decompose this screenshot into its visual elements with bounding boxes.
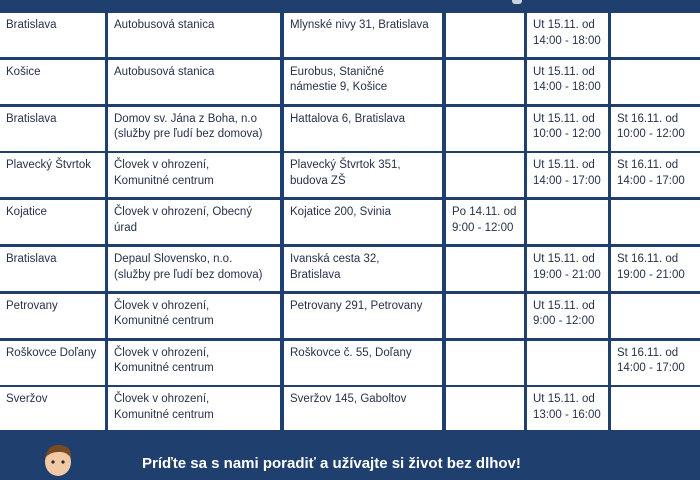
tuesday-cell-line: 14:00 - 17:00	[533, 174, 601, 187]
organization-cell-line: Človek v ohrození,	[114, 346, 210, 359]
tuesday-cell-line: 10:00 - 12:00	[533, 128, 601, 141]
address-cell-line: Roškovce č. 55, Doľany	[290, 346, 412, 359]
header-strip	[527, 0, 608, 11]
address-cell	[284, 341, 442, 385]
city-cell	[0, 247, 105, 291]
tuesday-cell	[527, 153, 608, 197]
tuesday-cell	[527, 294, 608, 338]
address-cell	[284, 153, 442, 197]
organization-cell	[108, 60, 280, 104]
organization-cell-line: Komunitné centrum	[114, 174, 214, 187]
city-cell-line: Bratislava	[6, 253, 57, 265]
wednesday-cell-line: 19:00 - 21:00	[617, 268, 685, 281]
monday-cell	[446, 153, 524, 197]
city-cell-line: Košice	[6, 65, 41, 78]
city-cell	[0, 294, 105, 338]
wednesday-cell-line: St 16.11. od	[617, 112, 679, 125]
tuesday-cell-line: 19:00 - 21:00	[533, 268, 601, 281]
tuesday-cell-line: Ut 15.11. od	[533, 253, 595, 265]
wednesday-cell	[611, 13, 700, 57]
city-cell-line: Kojatice	[6, 206, 47, 219]
organization-cell-line: Človek v ohrození,	[114, 393, 210, 406]
city-cell	[0, 341, 105, 385]
organization-cell-line: Človek v ohrození,	[114, 159, 210, 172]
tuesday-cell-line: 9:00 - 12:00	[533, 315, 595, 328]
tuesday-cell	[527, 387, 608, 431]
wednesday-cell	[611, 341, 700, 385]
city-cell	[0, 13, 105, 57]
monday-cell	[446, 200, 524, 244]
city-cell	[0, 107, 105, 151]
organization-cell	[108, 107, 280, 151]
tuesday-cell-line: Ut 15.11. od	[533, 299, 595, 312]
tuesday-cell-line: Ut 15.11. od	[533, 112, 595, 125]
city-cell	[0, 153, 105, 197]
address-cell-line: Plavecký Štvrtok 351,	[290, 159, 401, 172]
tuesday-cell-line: Ut 15.11. od	[533, 159, 595, 172]
tuesday-cell-line: 14:00 - 18:00	[533, 81, 601, 94]
address-cell	[284, 200, 442, 244]
monday-cell-line: Po 14.11. od	[452, 206, 517, 219]
organization-cell-line: Autobusová stanica	[114, 19, 215, 31]
city-cell	[0, 200, 105, 244]
tuesday-cell	[527, 200, 608, 244]
wednesday-cell	[611, 60, 700, 104]
wednesday-cell	[611, 153, 700, 197]
city-cell	[0, 387, 105, 431]
tuesday-cell-line: Ut 15.11. od	[533, 393, 595, 406]
wednesday-cell	[611, 200, 700, 244]
tuesday-cell-line: 14:00 - 18:00	[533, 34, 601, 47]
wednesday-cell-line: 10:00 - 12:00	[617, 128, 685, 141]
address-cell-line: Petrovany 291, Petrovany	[290, 299, 423, 312]
address-cell-line: Kojatice 200, Svinia	[290, 206, 392, 219]
wednesday-cell	[611, 107, 700, 151]
tuesday-cell	[527, 107, 608, 151]
address-cell	[284, 60, 442, 104]
header-strip	[108, 0, 280, 11]
address-cell-line: Sveržov 145, Gaboltov	[290, 393, 407, 406]
wednesday-cell	[611, 387, 700, 431]
city-cell-line: Sveržov	[6, 393, 48, 406]
tuesday-cell	[527, 247, 608, 291]
organization-cell	[108, 247, 280, 291]
organization-cell	[108, 153, 280, 197]
tuesday-cell-line: Ut 15.11. od	[533, 19, 595, 31]
footer-slogan: Príďte sa s nami poradiť a užívajte si život bez dlhov!	[142, 455, 521, 472]
wednesday-cell-line: St 16.11. od	[617, 253, 679, 265]
city-cell-line: Plavecký Štvrtok	[6, 159, 91, 172]
header-strip	[284, 0, 442, 11]
organization-cell	[108, 13, 280, 57]
wednesday-cell-line: 14:00 - 17:00	[617, 174, 685, 187]
city-cell	[0, 60, 105, 104]
organization-cell-line: (služby pre ľudí bez domova)	[114, 128, 263, 141]
wednesday-cell-line: 14:00 - 17:00	[617, 362, 685, 375]
city-cell-line: Bratislava	[6, 112, 57, 125]
organization-cell	[108, 200, 280, 244]
organization-cell	[108, 387, 280, 431]
header-strip	[0, 0, 105, 11]
address-cell-line: Hattalova 6, Bratislava	[290, 112, 406, 125]
header-fragment	[512, 0, 522, 4]
organization-cell	[108, 341, 280, 385]
monday-cell	[446, 13, 524, 57]
tuesday-cell	[527, 13, 608, 57]
address-cell	[284, 107, 442, 151]
organization-cell-line: Autobusová stanica	[114, 65, 215, 78]
monday-cell-line: 9:00 - 12:00	[452, 221, 514, 234]
address-cell	[284, 294, 442, 338]
monday-cell	[446, 247, 524, 291]
tuesday-cell-line: 13:00 - 16:00	[533, 408, 601, 421]
monday-cell	[446, 387, 524, 431]
address-cell	[284, 387, 442, 431]
organization-cell-line: Komunitné centrum	[114, 315, 214, 328]
organization-cell-line: Človek v ohrození,	[114, 299, 210, 312]
address-cell	[284, 247, 442, 291]
organization-cell-line: Komunitné centrum	[114, 362, 214, 375]
organization-cell-line: úrad	[114, 221, 138, 234]
address-cell-line: Mlynské nivy 31, Bratislava	[290, 19, 429, 31]
address-cell	[284, 13, 442, 57]
address-cell-line: Ivanská cesta 32,	[290, 253, 380, 265]
city-cell-line: Bratislava	[6, 19, 57, 31]
organization-cell-line: Človek v ohrození, Obecný	[114, 206, 253, 219]
monday-cell	[446, 294, 524, 338]
organization-cell-line: Depaul Slovensko, n.o.	[114, 253, 233, 265]
wednesday-cell-line: St 16.11. od	[617, 346, 679, 359]
address-cell-line: Eurobus, Staničné	[290, 65, 384, 78]
mascot-icon	[40, 440, 76, 480]
monday-cell	[446, 107, 524, 151]
monday-cell	[446, 60, 524, 104]
organization-cell-line: Komunitné centrum	[114, 408, 214, 421]
address-cell-line: námestie 9, Košice	[290, 81, 388, 94]
organization-cell	[108, 294, 280, 338]
tuesday-cell	[527, 60, 608, 104]
header-strip	[611, 0, 700, 11]
tuesday-cell-line: Ut 15.11. od	[533, 65, 595, 78]
city-cell-line: Roškovce Doľany	[6, 346, 97, 359]
wednesday-cell	[611, 247, 700, 291]
wednesday-cell	[611, 294, 700, 338]
address-cell-line: Bratislava	[290, 268, 341, 281]
wednesday-cell-line: St 16.11. od	[617, 159, 679, 172]
city-cell-line: Petrovany	[6, 299, 58, 312]
organization-cell-line: (služby pre ľudí bez domova)	[114, 268, 263, 281]
address-cell-line: budova ZŠ	[290, 174, 346, 187]
organization-cell-line: Domov sv. Jána z Boha, n.o	[114, 112, 257, 125]
tuesday-cell	[527, 341, 608, 385]
monday-cell	[446, 341, 524, 385]
